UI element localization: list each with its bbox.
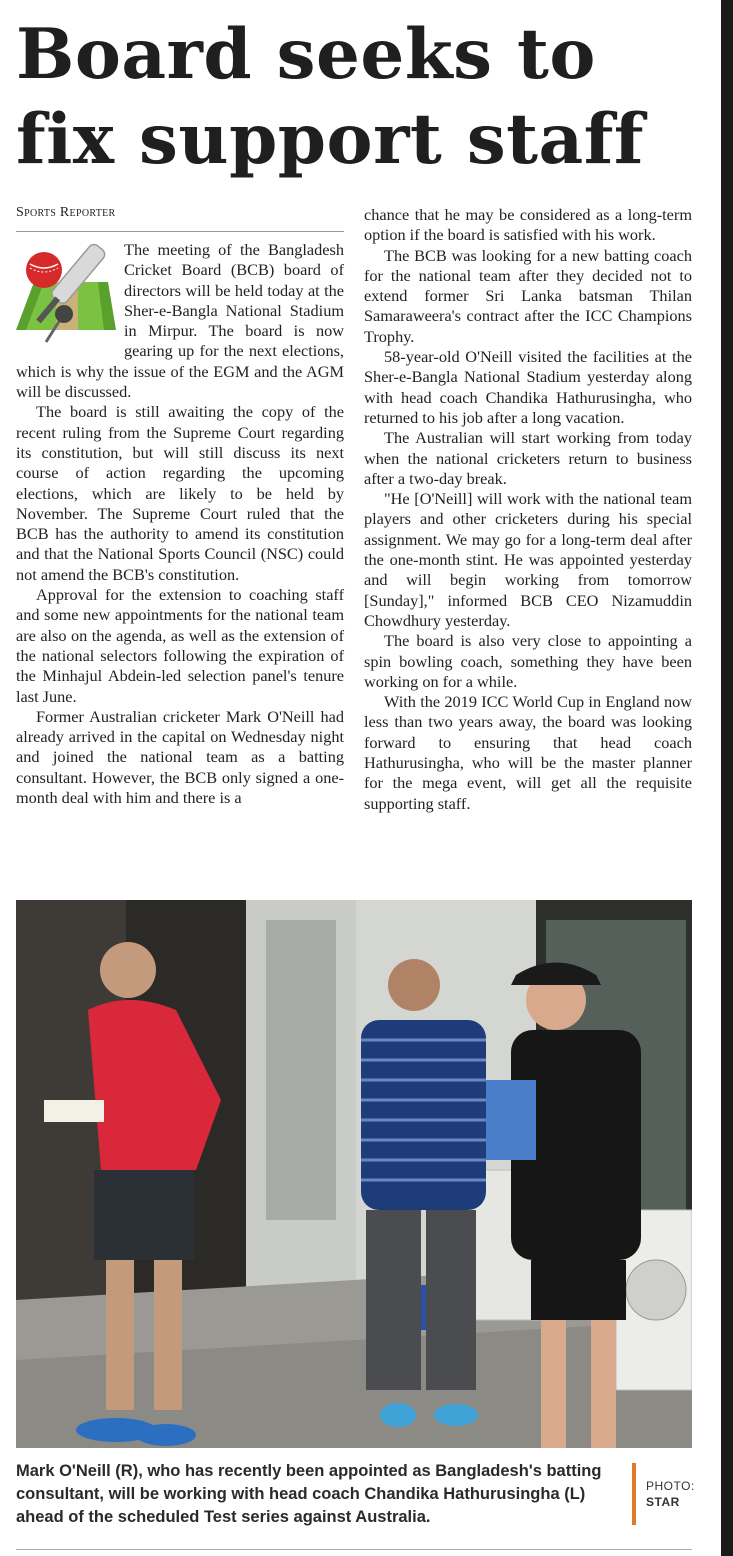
paragraph: Former Australian cricketer Mark O'Neill had already arrived in the capital on Wednesday night and joined the national team as a batting consultant. However, the BCB only signed a one-month deal with him and there is a bbox=[16, 706, 344, 808]
article-column-1 bbox=[16, 240, 344, 808]
credit-accent-bar bbox=[632, 1463, 636, 1525]
paragraph: chance that he may be considered as a long-term option if the board is satisfied with his work. bbox=[364, 205, 692, 245]
byline: Sports Reporter bbox=[16, 205, 116, 220]
paragraph: The BCB was looking for a new batting coach for the national team after they decided not to extend former Sri Lanka batsman Thilan Samaraweera's contract after the ICC Champions Trophy. bbox=[364, 245, 692, 346]
paragraph: "He [O'Neill] will work with the national team players and other cricketers during his special assignment. We may go for a long-term deal after the one-month stint. He was appointed yesterday and will begin working from tomorrow [Sunday]," informed BCB CEO Nizamuddin Chowdhury yesterday. bbox=[364, 489, 692, 630]
paragraph: Approval for the extension to coaching staff and some new appointments for the national team are also on the agenda, as well as the extension of the national selectors following the expiration of the Minhajul Abdein-led selection panel's tenure last June. bbox=[16, 585, 344, 706]
headline: Board seeks to fix support staff bbox=[16, 14, 645, 180]
byline-rule bbox=[16, 231, 344, 232]
photo-credit bbox=[646, 1478, 695, 1510]
article-column-2 bbox=[364, 205, 692, 814]
paragraph: The meeting of the Bangladesh Cricket Board (BCB) board of directors will be held today at the Sher-e-Bangla National Stadium in Mirpur. The board is now gearing up for the next elections, which is why the issue of the EGM and the AGM will be discussed. bbox=[16, 240, 344, 402]
paragraph: The Australian will start working from today when the national cricketers return to business after a two-day break. bbox=[364, 428, 692, 488]
page-edge-bar bbox=[721, 0, 733, 1556]
photo-credit-source: STAR bbox=[646, 1495, 680, 1509]
paragraph: The board is also very close to appointing a spin bowling coach, something they have been working on for a while. bbox=[364, 631, 692, 691]
cricket-icon bbox=[16, 242, 116, 346]
news-photo bbox=[16, 900, 692, 1448]
paragraph: The board is still awaiting the copy of the recent ruling from the Supreme Court regarding its constitution, but will still discuss its next course of action regarding the upcoming elections, which are likely to be held by November. The Supreme Court ruled that the BCB has the authority to amend its constitution and that the National Sports Council (NSC) could not amend the BCB's constitution. bbox=[16, 402, 344, 584]
paragraph: 58-year-old O'Neill visited the facilities at the Sher-e-Bangla National Stadium yesterday along with head coach Chandika Hathurusingha, who returned to his job after a long vacation. bbox=[364, 347, 692, 427]
photo-credit-label: PHOTO: bbox=[646, 1479, 695, 1493]
bottom-rule bbox=[16, 1549, 692, 1550]
photo-caption: Mark O'Neill (R), who has recently been appointed as Bangladesh's batting consultant, will be working with head coach Chandika Hathurusingha (L) ahead of the scheduled Test series against Australia. bbox=[16, 1462, 602, 1526]
paragraph: With the 2019 ICC World Cup in England now less than two years away, the board was looking forward to ensuring that head coach Hathurusingha, who will be the master planner for the mega event, will get all the requisite supporting staff. bbox=[364, 692, 692, 813]
